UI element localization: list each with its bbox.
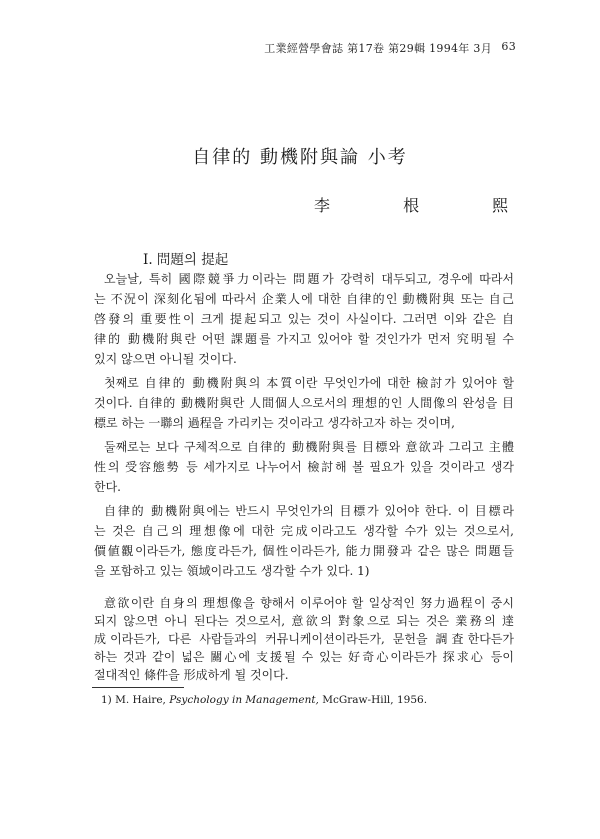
- running-header: [264, 40, 516, 56]
- body-line: 價値觀이라든가, 態度라든가, 個性이라든가, 能力開發과 같은 많은 問題들: [94, 544, 514, 558]
- body-line: 標로 하는 一聯의 過程을 가리키는 것이라고 생각하고자 하는 것이며,: [94, 416, 455, 430]
- article-title: 自律的 動機附與論 小考: [192, 147, 408, 168]
- body-line: 律的 動機附與란 어떤 課題를 가지고 있어야 할 것인가가 먼저 究明될 수: [94, 332, 514, 346]
- footnote-book-title: Psychology in Management,: [169, 694, 319, 706]
- body-line: 을 포함하고 있는 領域이라고도 생각할 수가 있다. 1): [94, 564, 370, 578]
- body-line: 한다.: [94, 480, 121, 494]
- body-line: 있지 않으면 아니될 것이다.: [94, 352, 237, 366]
- body-line: 하는 것과 같이 넓은 關心에 支援될 수 있는 好奇心이라든가 探求心 등이: [94, 650, 514, 664]
- page-number: 63: [501, 40, 516, 53]
- body-line: 自律的 動機附與에는 반드시 무엇인가의 目標가 있어야 한다. 이 目標라: [104, 504, 514, 518]
- section-heading: I. 問題의 提起: [143, 252, 229, 268]
- body-line: 意欲이란 自身의 理想像을 향해서 이루어야 할 일상적인 努力過程이 중시: [104, 596, 514, 610]
- journal-citation: 工業經營學會誌 第17卷 第29輯 1994年 3月: [264, 42, 492, 55]
- body-line: 되지 않으면 아니 된다는 것으로서, 意欲의 對象으로 되는 것은 業務의 達: [94, 614, 514, 628]
- body-line: 는 不況이 深刻化됨에 따라서 企業人에 대한 自律的인 動機附與 또는 自己: [94, 292, 514, 306]
- author-name: 李 根 熙: [314, 196, 543, 215]
- body-line: 成이라든가, 다른 사람들과의 커뮤니케이션이라든가, 문헌을 調査한다든가: [94, 632, 514, 646]
- body-line: 는 것은 自己의 理想像에 대한 完成이라고도 생각할 수가 있는 것으로서,: [94, 524, 514, 538]
- footnote-suffix: McGraw-Hill, 1956.: [318, 694, 428, 706]
- footnote-rule: [92, 687, 184, 688]
- footnote-prefix: 1) M. Haire,: [101, 694, 170, 706]
- body-line: 오늘날, 특히 國際競爭力이라는 問題가 강력히 대두되고, 경우에 따라서: [104, 272, 514, 286]
- body-line: 둘째로는 보다 구체적으로 自律的 動機附與를 目標와 意欲과 그리고 主體: [104, 440, 514, 454]
- body-line: 절대적인 條件을 形成하게 될 것이다.: [94, 668, 289, 682]
- body-line: 것이다. 自律的 動機附與란 人間個人으로서의 理想的인 人間像의 완성을 目: [94, 396, 514, 410]
- footnote: [101, 694, 427, 706]
- body-line: 性의 受容態勢 등 세가지로 나누어서 檢討해 볼 필요가 있을 것이라고 생각: [94, 460, 514, 474]
- body-line: 첫째로 自律的 動機附與의 本質이란 무엇인가에 대한 檢討가 있어야 할: [104, 376, 514, 390]
- body-line: 啓發의 重要性이 크게 提起되고 있는 것이 사실이다. 그러면 이와 같은 自: [94, 312, 514, 326]
